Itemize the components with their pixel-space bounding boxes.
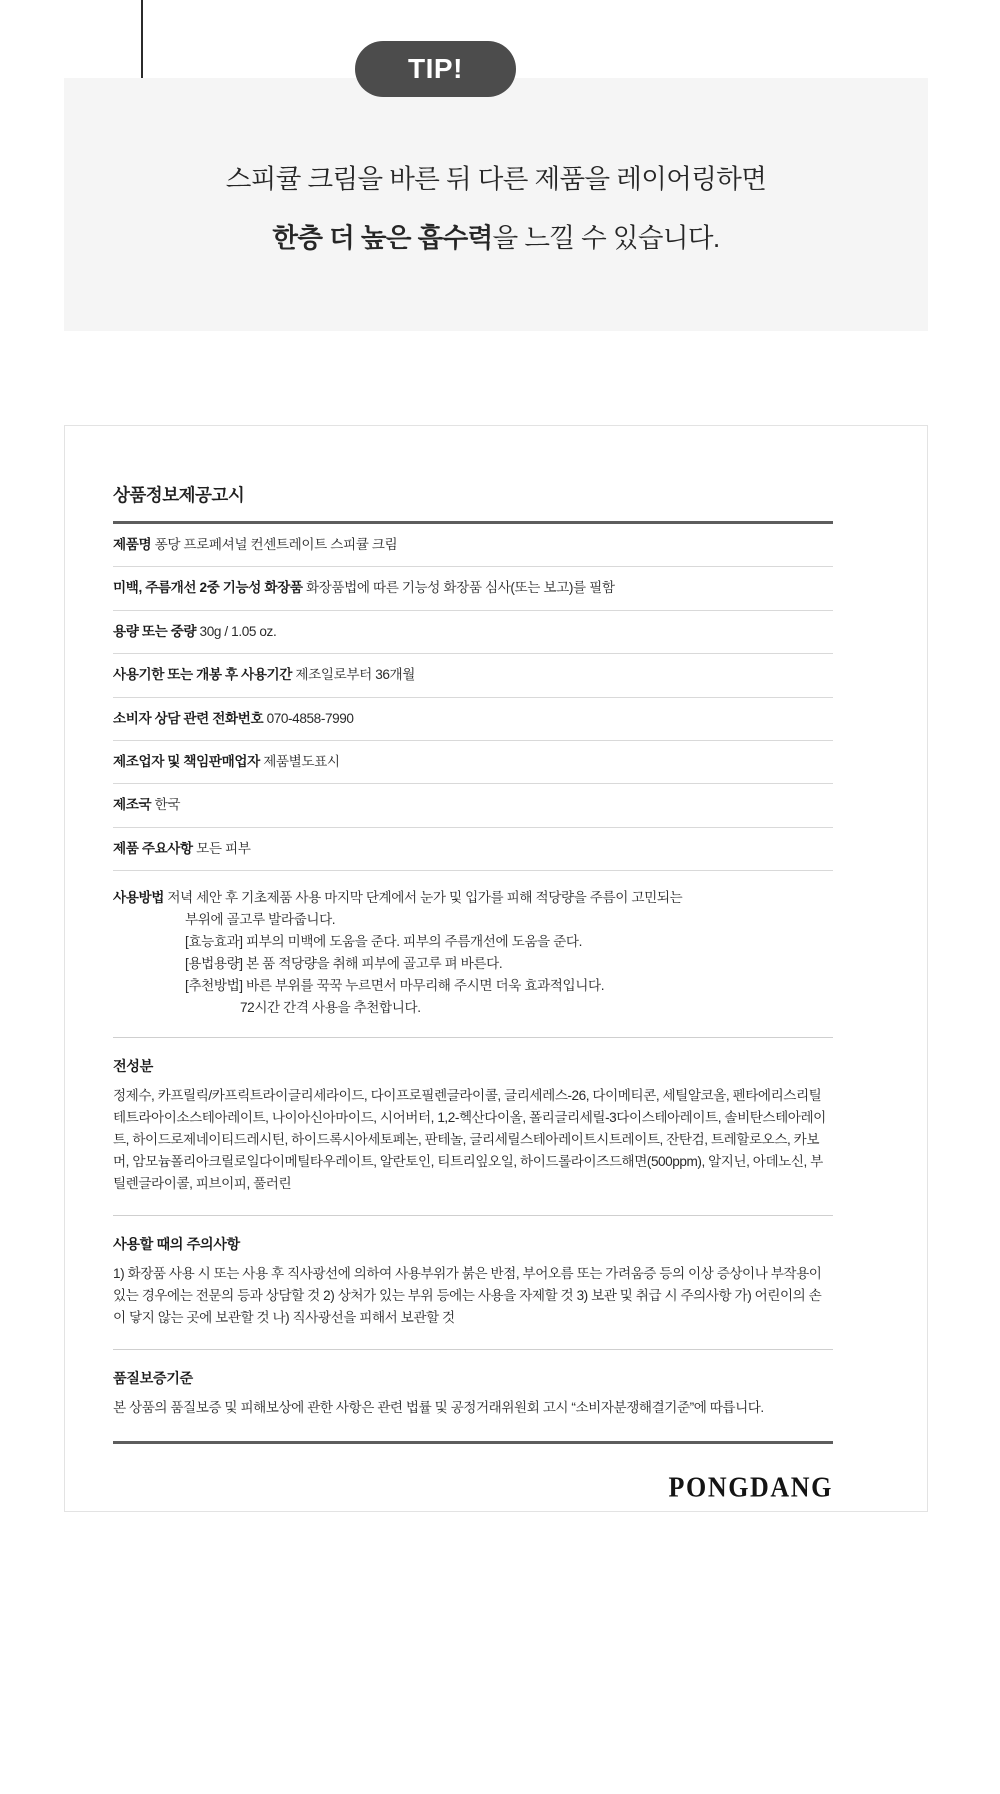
precautions-title: 사용할 때의 주의사항 [113, 1237, 240, 1254]
row-value: 화장품법에 따른 기능성 화장품 심사(또는 보고)를 필함 [305, 580, 615, 596]
tip-message-line1: 스피큘 크림을 바른 뒤 다른 제품을 레이어링하면 [225, 164, 767, 194]
tip-message-line2 [64, 219, 928, 257]
warranty-title: 품질보증기준 [113, 1371, 193, 1388]
row-value: 제조일로부터 36개월 [295, 667, 415, 683]
warranty-body: 본 상품의 품질보증 및 피해보상에 관한 사항은 관련 법률 및 공정거래위원회 고시 “소비자분쟁해결기준”에 따릅니다. [113, 1400, 764, 1416]
product-info-card [64, 425, 928, 1512]
ingredients-section [113, 1038, 833, 1215]
ingredients-body: 정제수, 카프릴릭/카프릭트라이글리세라이드, 다이프로필렌글라이콜, 글리세레스-26, 다이메티콘, 세틸알코올, 펜타에리스리틸테트라아이소스테아레이트, 나이아신아마이드, 시어버터, 1,2-헥산다이올, 폴리글리세릴-3다이스테아레이트, 솔비탄스테아레이트, 하이드로제네이티드레시틴, 하이드록시아세토페논, 판테놀, 글리세릴스테아레이트시트레이트, 잔탄검, 트레할로오스, 카보머, 암모늄폴리아크릴로일다이메틸타우레이트, 알란토인, 티트리잎오일, 하이드롤라이즈드해면(500ppm), 알지닌, 아데노신, 부틸렌글라이콜, 피브이피, 풀러린 [113, 1088, 826, 1192]
row-value: 모든 피부 [196, 840, 251, 856]
usage-line3: [효능효과] 피부의 미백에 도움을 준다. 피부의 주름개선에 도움을 준다. [185, 934, 583, 950]
row-key: 용량 또는 중량 [113, 623, 197, 639]
divider-thick-bottom [113, 1441, 833, 1444]
usage-line1: 저녁 세안 후 기초제품 사용 마지막 단계에서 눈가 및 입가를 피해 적당량을 주름이 고민되는 [167, 890, 683, 906]
row-key: 제조업자 및 책임판매업자 [113, 753, 260, 769]
row-value: 제품별도표시 [263, 753, 340, 769]
table-row [113, 654, 833, 696]
row-value: 퐁당 프로페셔널 컨센트레이트 스피큘 크림 [154, 537, 398, 552]
precautions-body: 1) 화장품 사용 시 또는 사용 후 직사광선에 의하여 사용부위가 붉은 반점, 부어오름 또는 가려움증 등의 이상 증상이나 부작용이 있는 경우에는 전문의 등과 상담할 것 2) 상처가 있는 부위 등에는 사용을 자제할 것 3) 보관 및 취급 시 주의사항 가) 어린이의 손이 닿지 않는 곳에 보관할 것 나) 직사광선을 피해서 보관할 것 [113, 1266, 822, 1326]
row-key: 미백, 주름개선 2중 기능성 화장품 [113, 580, 303, 596]
brand-logo-wrap [113, 1471, 833, 1504]
top-vertical-rule [141, 0, 143, 79]
table-row [113, 524, 833, 566]
table-row [113, 784, 833, 826]
row-value: 30g / 1.05 oz. [199, 623, 277, 639]
row-key: 소비자 상담 관련 전화번호 [113, 710, 264, 726]
pongdang-logo: PONGDANG [668, 1471, 833, 1504]
row-value: 한국 [154, 797, 181, 813]
tip-message-line2-rest: 을 느낄 수 있습니다. [492, 223, 720, 254]
usage-line4: [용법용량] 본 품 적당량을 취해 피부에 골고루 펴 바른다. [185, 956, 503, 972]
usage-key: 사용방법 [113, 890, 164, 906]
table-row [113, 611, 833, 653]
ingredients-title: 전성분 [113, 1059, 153, 1076]
table-row [113, 698, 833, 740]
usage-first-line [113, 887, 833, 909]
usage-line6: 72시간 간격 사용을 추천합니다. [240, 1000, 421, 1016]
row-key: 제품 주요사항 [113, 840, 193, 856]
tip-message-emphasis: 한층 더 높은 흡수력 [272, 223, 493, 254]
table-row [113, 741, 833, 783]
tip-badge [355, 41, 516, 97]
row-key: 사용기한 또는 개봉 후 사용기간 [113, 667, 293, 683]
tip-badge-label: TIP! [408, 53, 463, 84]
usage-line5: [추천방법] 바른 부위를 꾹꾹 누르면서 마무리해 주시면 더욱 효과적입니다. [185, 978, 605, 994]
table-row [113, 567, 833, 609]
tip-message [64, 160, 928, 258]
warranty-section [113, 1350, 833, 1439]
row-key: 제품명 [113, 537, 152, 552]
row-value: 070-4858-7990 [266, 710, 354, 726]
row-key: 제조국 [113, 797, 152, 813]
table-row [113, 828, 833, 870]
usage-block [113, 871, 833, 1037]
product-info-inner [113, 426, 833, 1504]
usage-line2: 부위에 골고루 발라줍니다. [185, 912, 336, 928]
product-info-title: 상품정보제공고시 [113, 485, 245, 505]
precautions-section [113, 1216, 833, 1349]
